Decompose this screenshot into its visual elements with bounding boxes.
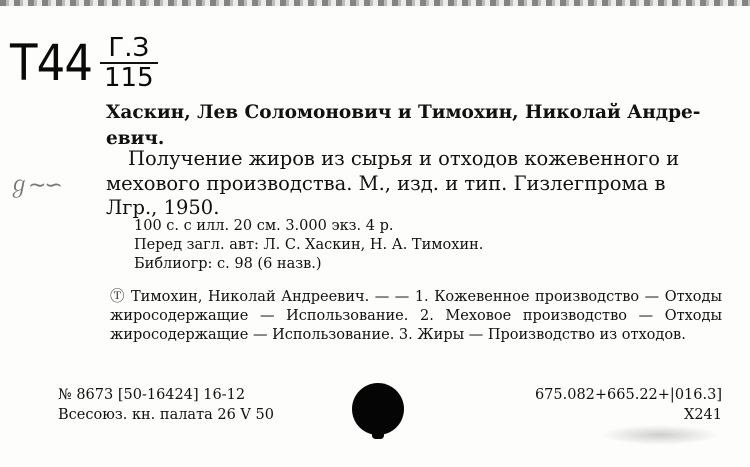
- classification-line-1: 675.082+665.22+|016.3]: [534, 387, 722, 403]
- title-line-3: Лгр., 1950.: [106, 196, 220, 219]
- ink-smudge: [600, 425, 720, 445]
- call-number-denominator: 115: [104, 63, 154, 93]
- call-number-main: Т44: [10, 34, 93, 92]
- title-line-2: мехового производства. М., изд. и тип. Гизлегпрома в: [106, 171, 666, 195]
- registry-line-2: Всесоюз. кн. палата 26 V 50: [58, 407, 274, 423]
- subject-headings: Ⓣ Тимохин, Николай Андреевич. — — 1. Кожевенное производство — Отходы жиросодержащие — Использование. 2. Меховое производство — Отходы жиросодержащие — Использование. 3. Жиры — Производство из отходов.: [110, 289, 722, 343]
- registry-info: [58, 385, 274, 425]
- punch-hole-icon: [352, 383, 404, 435]
- handwritten-scribble-icon: ℊ∼∽: [8, 173, 61, 198]
- call-number-fraction: [100, 34, 158, 92]
- author-line-2: евич.: [106, 128, 165, 149]
- call-number-numerator: Г.З: [100, 34, 158, 64]
- title-block: [106, 147, 722, 221]
- classification-line-2: Х241: [684, 407, 722, 423]
- title-line-1: Получение жиров из сырья и отходов кожевенного и: [128, 147, 680, 170]
- physical-line-2: Перед загл. авт: Л. С. Хаскин, Н. А. Тимохин.: [134, 237, 484, 253]
- torn-top-edge: [0, 0, 750, 6]
- registry-line-1: № 8673 [50-16424] 16-12: [58, 387, 246, 403]
- author-heading: [106, 100, 716, 152]
- author-line-1: Хаскин, Лев Соломонович и Тимохин, Николай Андре-: [106, 102, 701, 123]
- physical-line-3: Библиогр: с. 98 (6 назв.): [134, 256, 322, 272]
- classification-info: [500, 385, 722, 425]
- physical-description: [134, 217, 714, 274]
- physical-line-1: 100 с. с илл. 20 см. 3.000 экз. 4 р.: [134, 218, 394, 234]
